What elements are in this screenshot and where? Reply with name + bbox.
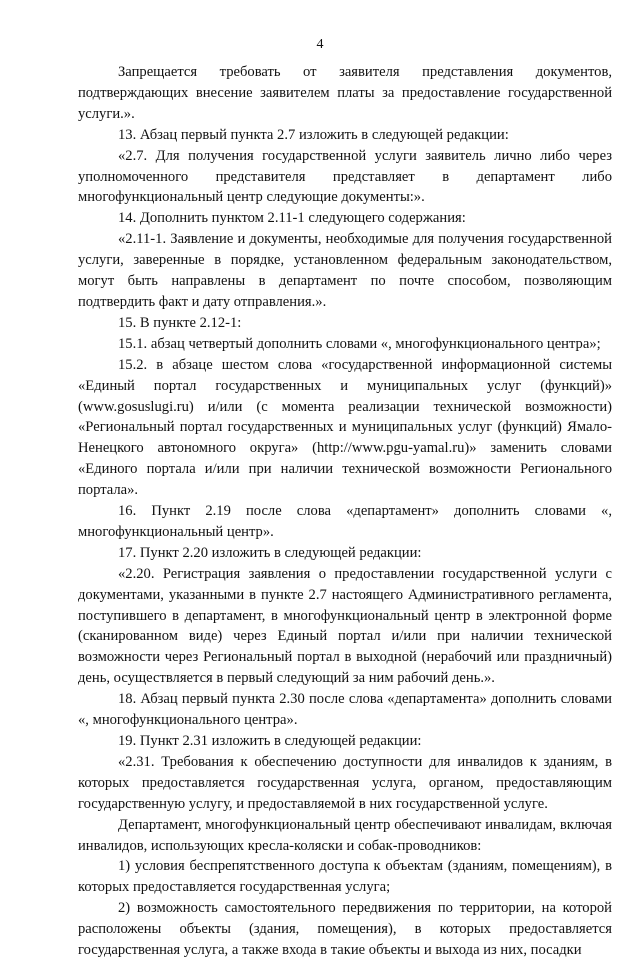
paragraph: 16. Пункт 2.19 после слова «департамент» дополнить словами «, многофункциональный центр». (78, 503, 612, 540)
paragraph: 2) возможность самостоятельного передвижения по территории, на которой расположены объекты (здания, помещения), в которых предоставляется государственная услуга, а также входа в такие объекты и выхода из них, посадки (78, 900, 612, 959)
paragraph: 19. Пункт 2.31 изложить в следующей редакции: (118, 733, 422, 749)
paragraph: «2.7. Для получения государственной услуги заявитель лично либо через уполномоченного представителя представляет в департамент либо многофункциональный центр следующие документы:». (78, 147, 612, 206)
paragraph: 15.1. абзац четвертый дополнить словами «, многофункционального центра»; (118, 335, 601, 352)
paragraph: Департамент, многофункциональный центр обеспечивают инвалидам, включая инвалидов, использующих кресла-коляски и собак-проводников: (78, 816, 612, 854)
paragraph: 13. Абзац первый пункта 2.7 изложить в следующей редакции: (118, 126, 509, 143)
paragraph: 15. В пункте 2.12-1: (118, 314, 242, 331)
paragraph: 1) условия беспрепятственного доступа к объектам (зданиям, помещениям), в которых предоставляется государственная услуга; (78, 858, 612, 896)
page-number: 4 (316, 37, 324, 52)
paragraph: 15.2. в абзаце шестом слова «государственной информационной системы «Единый портал государственных и муниципальных услуг (функций)» (www.gosuslugi.ru) и/или (с момента реализации технической возможности) «Региональный портал государственных и муниципальных услуг (функций) Ямало-Ненецкого автономного округа» (http://www.pgu-yamal.ru)» заменить словами «Единого портала и/или при наличии технической возможности Регионального портала». (78, 356, 612, 499)
paragraph: 17. Пункт 2.20 изложить в следующей редакции: (118, 544, 422, 561)
document-body (78, 62, 612, 961)
paragraph: 18. Абзац первый пункта 2.30 после слова «департамента» дополнить словами «, многофункционального центра». (78, 691, 612, 729)
paragraph: Запрещается требовать от заявителя представления документов, подтверждающих внесение заявителем платы за предоставление государственной услуги.». (78, 64, 612, 122)
paragraph: «2.11-1. Заявление и документы, необходимые для получения государственной услуги, заверенные в порядке, установленном федеральным законодательством, могут быть направлены в департамент по почте способом, позволяющим подтвердить факт и дату отправления.». (78, 231, 612, 310)
paragraph: «2.31. Требования к обеспечению доступности для инвалидов к зданиям, в которых предоставляется государственная услуга, органом, предоставляющим государственную услугу, и предоставляемой в них государственной услуге. (78, 753, 612, 812)
paragraph: «2.20. Регистрация заявления о предоставлении государственной услуги с документами, указанными в пункте 2.7 настоящего Административного регламента, поступившего в департамент, в многофункциональный центр в электронной форме (сканированном виде) через Единый портал и/или при наличии технической возможности через Региональный портал в выходной (нерабочий или праздничный) день, осуществляется в первый следующий за ним рабочий день.». (78, 565, 612, 687)
paragraph: 14. Дополнить пунктом 2.11-1 следующего содержания: (118, 210, 466, 227)
